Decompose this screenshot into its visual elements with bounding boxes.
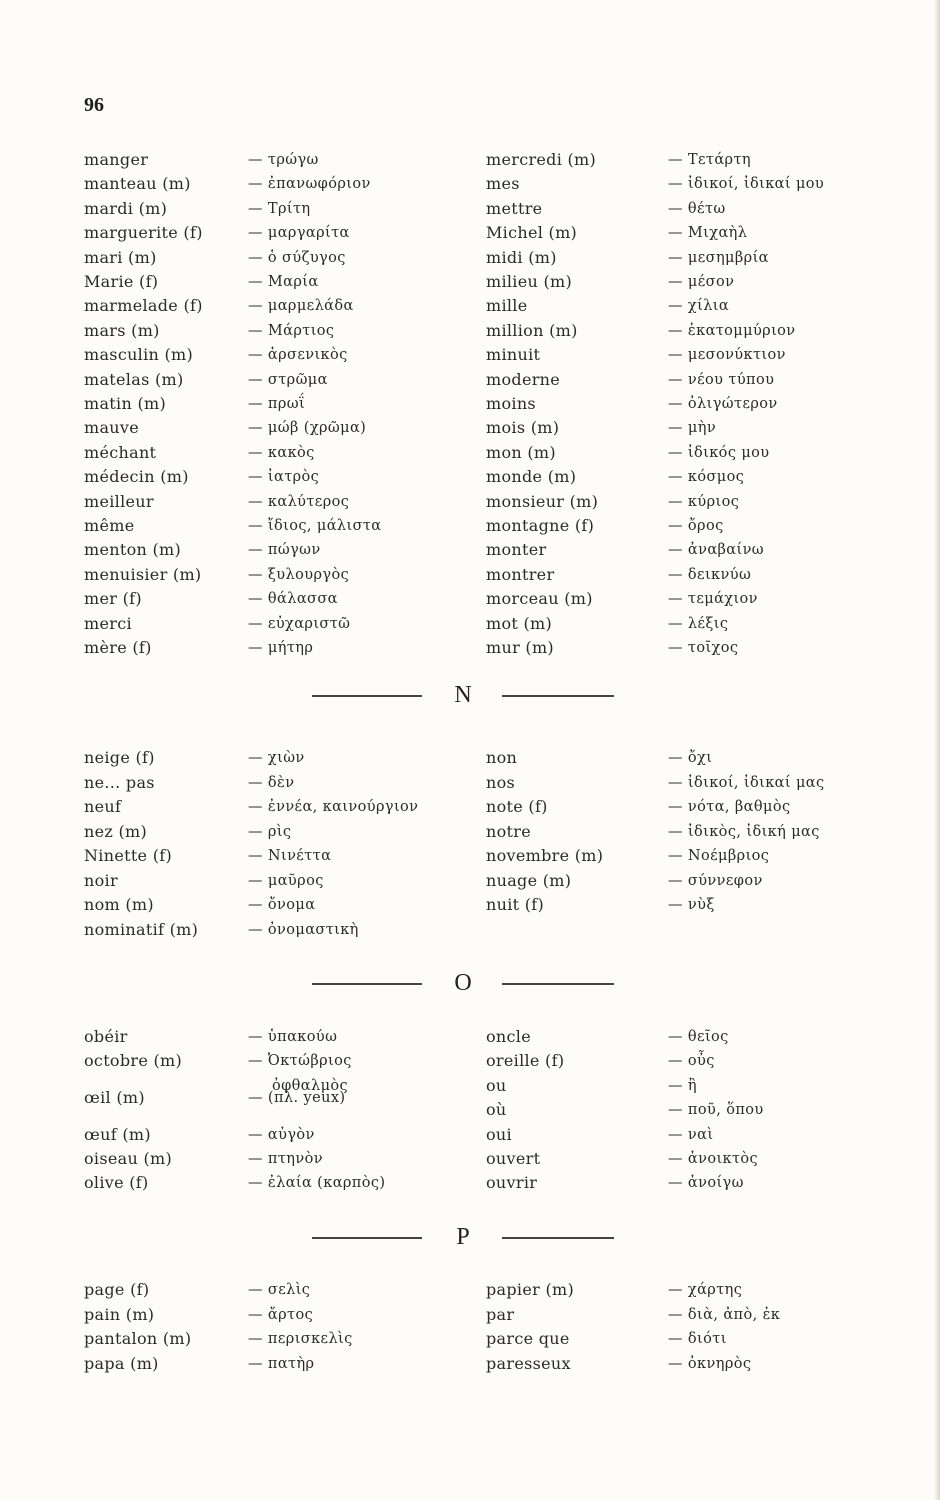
french-word: mettre [486,198,543,218]
french-word: ouvrir [486,1173,538,1193]
french-word: monde (m) [486,467,577,487]
greek-translation: — σελὶς [248,1278,310,1302]
entry-row [486,1123,926,1147]
french-word: page (f) [84,1280,150,1299]
greek-translation: — Νινέττα [248,844,331,868]
entry-row [84,1352,464,1376]
entry-row [84,270,464,294]
french-word: meilleur [84,491,154,511]
french-word: oui [486,1124,512,1144]
entry-row [84,893,464,917]
greek-translation: — νότα, βαθμὸς [668,795,790,819]
french-word: pantalon (m) [84,1329,192,1348]
greek-translation: — ἄρτος [248,1303,313,1327]
entry-row [486,538,926,562]
french-word: note (f) [486,797,548,816]
entry-row [486,587,926,611]
greek-translation: — (πλ. yeux) [248,1086,345,1110]
entry-row [486,893,926,917]
entry-row [486,636,926,660]
french-word: médecin (m) [84,467,189,487]
greek-translation: — κύριος [668,490,739,514]
entry-row [84,820,464,844]
greek-translation: — τοῖχος [668,636,738,660]
letter-divider [0,968,940,998]
entry-row [486,270,926,294]
french-word: midi (m) [486,247,557,267]
greek-translation: — ἀνοίγω [668,1171,744,1195]
divider-rule [502,1237,614,1239]
greek-translation: — δεικνύω [668,563,751,587]
entry-row [84,343,464,367]
french-word: ou [486,1075,507,1095]
greek-translation: — ἀναβαίνω [668,538,764,562]
entry-row [84,1025,464,1049]
entry-row [84,1171,464,1195]
entry-row [84,465,464,489]
greek-translation: — Μιχαὴλ [668,221,747,245]
page-edge-shadow [934,0,940,1500]
french-word: masculin (m) [84,345,194,365]
entry-row [84,246,464,270]
greek-translation: — ξυλουργὸς [248,563,349,587]
greek-translation: — θέτω [668,197,726,221]
greek-translation: — χάρτης [668,1278,742,1302]
letter-divider [0,680,940,710]
section-letter: N [454,682,472,708]
french-word: moderne [486,369,561,389]
entry-row [486,416,926,440]
greek-translation: — κακὸς [248,441,315,465]
french-word: monsieur (m) [486,491,599,511]
entry-row [486,368,926,392]
letter-divider [0,1222,940,1252]
french-word: morceau (m) [486,589,593,609]
entry-row [486,514,926,538]
entry-row [486,343,926,367]
entry-row [84,1147,464,1171]
greek-translation: — δὲν [248,771,294,795]
french-word: oreille (f) [486,1051,565,1071]
french-word: obéir [84,1027,128,1046]
greek-translation: — οὖς [668,1049,715,1073]
french-word: nez (m) [84,821,148,841]
entry-row [84,319,464,343]
french-word: méchant [84,442,157,462]
french-word: mes [486,174,520,194]
french-word: mère (f) [84,638,152,657]
greek-translation: — ἰδικὸς, ἰδική μας [668,820,820,844]
entry-row [84,918,464,942]
french-word: nos [486,772,516,792]
greek-translation: — Νοέμβριος [668,844,769,868]
french-word: mon (m) [486,442,556,462]
french-word: oiseau (m) [84,1149,173,1168]
french-word: mardi (m) [84,198,168,218]
french-word: merci [84,613,132,633]
entry-row [84,294,464,318]
greek-translation: — μαργαρίτα [248,221,350,245]
section-letter: P [456,1224,470,1250]
entry-row [486,820,926,844]
entry-row [486,612,926,636]
french-word: moins [486,394,536,413]
greek-translation: — ὁ σύζυγος [248,246,346,270]
entry-row [486,844,926,868]
greek-translation: — ἴδιος, μάλιστα [248,514,382,538]
french-word: montrer [486,564,555,584]
greek-translation: — ἐννέα, καινούργιον [248,795,418,819]
section-letter: O [454,970,472,996]
entry-row [84,368,464,392]
greek-translation: — Τρίτη [248,197,311,221]
greek-translation: — ἐπανωφόριον [248,172,371,196]
entry-row [84,1278,464,1302]
entry-row [84,746,464,770]
greek-translation: — πρωΐ [248,392,305,416]
greek-translation: — ἰδικός μου [668,441,770,465]
french-word: paresseux [486,1353,571,1373]
greek-translation: — ὀκνηρὸς [668,1352,751,1376]
greek-translation: — ἑκατομμύριον [668,319,796,343]
greek-translation: — ὄχι [668,746,712,770]
greek-translation: — εὐχαριστῶ [248,612,350,636]
french-word: papa (m) [84,1353,159,1373]
french-word: million (m) [486,320,578,340]
french-word: neige (f) [84,748,155,767]
greek-translation: — θάλασσα [248,587,338,611]
french-word: pain (m) [84,1304,155,1324]
entry-row [84,1327,464,1351]
entry-row [486,1171,926,1195]
french-word: par [486,1304,515,1324]
greek-translation: — ναὶ [668,1123,713,1147]
french-word: octobre (m) [84,1051,183,1071]
french-word: nuit (f) [486,895,545,914]
entry-row [486,771,926,795]
greek-translation: — ἰδικοί, ἰδικαί μας [668,771,825,795]
entry-row [84,844,464,868]
entry-row [486,465,926,489]
greek-translation: — καλύτερος [248,490,349,514]
greek-translation: — μαῦρος [248,869,324,893]
entry-row [486,197,926,221]
divider-rule [312,983,422,985]
french-word: novembre (m) [486,846,604,865]
french-word: nominatif (m) [84,919,199,939]
entry-row [84,490,464,514]
entry-row [486,1278,926,1302]
greek-translation: — κόσμος [668,465,744,489]
entry-row [84,612,464,636]
french-word: ouvert [486,1149,541,1168]
french-word: menuisier (m) [84,564,202,584]
greek-translation: — μέσον [668,270,734,294]
greek-translation: — ἰατρὸς [248,465,319,489]
entry-row [84,771,464,795]
greek-translation: — Τετάρτη [668,148,751,172]
entry-row [486,221,926,245]
greek-translation: — ὀλιγώτερον [668,392,778,416]
entry-row [84,1303,464,1327]
greek-translation: — ἢ [668,1074,697,1098]
greek-translation: — πτηνὸν [248,1147,323,1171]
entry-row [486,1025,926,1049]
french-word: olive (f) [84,1173,149,1193]
french-word: minuit [486,345,541,365]
entry-row [84,1123,464,1147]
french-word: noir [84,870,118,890]
french-word: papier (m) [486,1280,574,1299]
greek-translation: — διότι [668,1327,727,1351]
entry-row [486,869,926,893]
entry-row [486,294,926,318]
french-word: mercredi (m) [486,150,597,169]
greek-translation: — ποῦ, ὅπου [668,1098,764,1122]
french-word: Ninette (f) [84,846,173,865]
entry-row [486,1074,926,1098]
greek-translation: — μαρμελάδα [248,294,354,318]
entry-row [486,1352,926,1376]
french-word: parce que [486,1329,570,1348]
entry-row [84,636,464,660]
greek-translation: — στρῶμα [248,368,328,392]
page-number: 96 [84,94,104,116]
entry-row [84,1049,464,1073]
french-word: nom (m) [84,895,154,914]
greek-translation: — χίλια [668,294,729,318]
entry-row [84,869,464,893]
divider-rule [312,695,422,697]
divider-rule [502,695,614,697]
french-word: milieu (m) [486,272,573,291]
entry-row [486,563,926,587]
greek-translation: — ἀρσενικὸς [248,343,348,367]
french-word: matelas (m) [84,369,184,389]
greek-translation: — Μαρία [248,270,319,294]
entry-row [486,246,926,270]
entry-row [486,148,926,172]
entry-row [84,1086,464,1110]
greek-translation: — πώγων [248,538,321,562]
french-word: matin (m) [84,394,167,413]
greek-translation: — χιὼν [248,746,305,770]
french-word: ne... pas [84,772,155,792]
greek-translation: — τρώγω [248,148,319,172]
greek-translation: — πατὴρ [248,1352,314,1376]
entry-row [486,1327,926,1351]
french-word: neuf [84,797,122,816]
french-word: Marie (f) [84,272,159,291]
entry-row [84,197,464,221]
greek-translation: — μώβ (χρῶμα) [248,416,366,440]
french-word: menton (m) [84,540,182,560]
greek-translation: — μεσημβρία [668,246,769,270]
french-word: mauve [84,418,140,438]
greek-translation: — ὑπακούω [248,1025,337,1049]
greek-translation: — σύννεφον [668,869,763,893]
entry-row [84,563,464,587]
entry-row [84,221,464,245]
french-word: mars (m) [84,320,160,340]
greek-translation: — Ὀκτώβριος [248,1049,352,1073]
greek-translation: ὀφθαλμὸς [272,1077,349,1094]
french-word: nuage (m) [486,870,572,890]
french-word: mois (m) [486,418,560,438]
greek-translation: — μὴν [668,416,716,440]
french-word: notre [486,821,531,841]
french-word: mer (f) [84,589,142,609]
greek-translation: — ρὶς [248,820,291,844]
entry-row [486,490,926,514]
entry-row [486,1147,926,1171]
greek-translation: — ἐλαία (καρπὸς) [248,1171,385,1195]
greek-translation: — νέου τύπου [668,368,774,392]
french-word: marmelade (f) [84,296,203,316]
french-word: marguerite (f) [84,223,203,243]
entry-row [486,1049,926,1073]
french-word: non [486,748,518,767]
entry-row [84,441,464,465]
french-word: où [486,1100,507,1120]
french-word: mari (m) [84,247,157,267]
greek-translation: — μεσονύκτιον [668,343,786,367]
greek-translation: — ὀνομαστικὴ [248,918,359,942]
french-word: oncle [486,1027,531,1046]
entry-row [486,746,926,770]
greek-translation: — λέξις [668,612,728,636]
entry-row [486,441,926,465]
french-word: œuf (m) [84,1124,151,1144]
greek-translation: — νὺξ [668,893,715,917]
entry-row [486,1098,926,1122]
french-word: montagne (f) [486,516,595,535]
greek-translation: — αὐγὸν [248,1123,315,1147]
entry-row [84,587,464,611]
french-word: mur (m) [486,638,554,657]
french-word: manteau (m) [84,174,191,194]
entry-row [486,319,926,343]
greek-translation: — Μάρτιος [248,319,334,343]
greek-translation: — τεμάχιον [668,587,758,611]
greek-translation: — περισκελὶς [248,1327,353,1351]
french-word: même [84,516,135,535]
entry-row [84,392,464,416]
greek-translation: — ὄνομα [248,893,315,917]
greek-translation: — θεῖος [668,1025,729,1049]
entry-row [84,538,464,562]
french-word: monter [486,540,547,560]
greek-translation: — ἰδικοί, ἰδικαί μου [668,172,824,196]
entry-row [84,416,464,440]
entry-row [486,172,926,196]
french-word: Michel (m) [486,223,578,243]
french-word: œil (m) [84,1088,145,1107]
french-word: mot (m) [486,613,553,633]
greek-translation: — ὄρος [668,514,724,538]
french-word: manger [84,150,149,169]
greek-translation: — μήτηρ [248,636,313,660]
greek-translation: — διὰ, ἀπὸ, ἐκ [668,1303,780,1327]
entry-row [486,1303,926,1327]
entry-row [84,514,464,538]
entry-row [486,795,926,819]
greek-translation: — ἀνοικτὸς [668,1147,758,1171]
entry-row [84,148,464,172]
divider-rule [502,983,614,985]
divider-rule [312,1237,422,1239]
entry-row [84,795,464,819]
entry-row [486,392,926,416]
entry-row [84,172,464,196]
french-word: mille [486,296,528,316]
